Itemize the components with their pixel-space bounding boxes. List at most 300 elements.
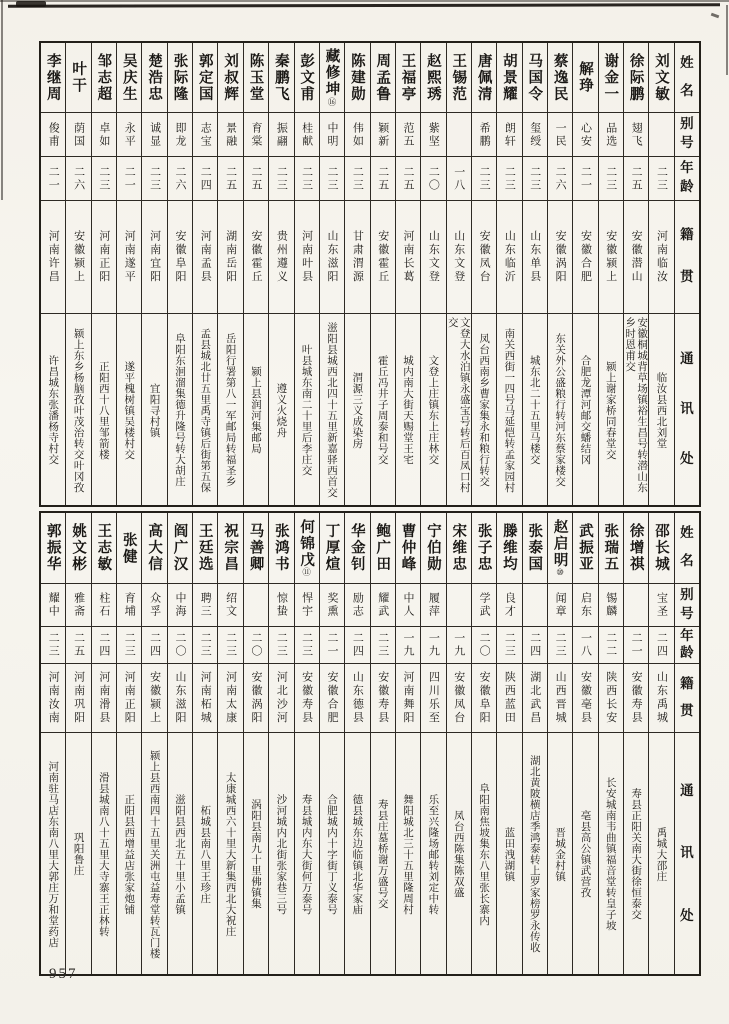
person-addr-cell <box>396 732 420 974</box>
person-origin-cell <box>218 200 242 313</box>
person-addr: 岳阳行署第八一军邮局转福圣乡 <box>224 333 237 487</box>
person-origin: 山东临沂 <box>503 230 517 284</box>
person-age-cell <box>142 156 166 200</box>
person-age-cell <box>92 156 116 200</box>
person-alias: 朗轩 <box>503 121 517 148</box>
person-name-cell <box>624 43 648 112</box>
scan-edge-artifact <box>726 5 728 75</box>
person-alias: 启东 <box>579 592 593 618</box>
person-column <box>65 43 90 505</box>
person-origin-cell <box>548 663 572 732</box>
row-header-char: 贯 <box>680 269 694 286</box>
person-addr: 凤台西南乡曹家集永和粮行转交 <box>478 333 491 487</box>
person-alias: 景融 <box>224 121 238 148</box>
person-alias-cell <box>193 112 217 156</box>
person-addr-cell <box>269 313 293 505</box>
person-name-cell <box>269 43 293 112</box>
person-name-cell <box>396 43 420 112</box>
person-origin-cell <box>41 663 65 732</box>
person-alias-cell <box>371 112 395 156</box>
person-alias-cell <box>244 112 268 156</box>
person-origin: 河南临汝 <box>655 230 669 284</box>
person-alias: 耀武 <box>376 592 390 618</box>
person-addr-cell <box>345 313 369 505</box>
person-name-cell <box>142 43 166 112</box>
person-addr: 南关西街一四号马延恺转孟家园村 <box>503 327 516 493</box>
person-column <box>41 43 65 505</box>
person-origin: 陕西蓝田 <box>503 671 517 725</box>
person-age-cell <box>142 626 166 663</box>
person-addr: 东关外公盛粮行转河东蔡家楼交 <box>554 333 567 487</box>
person-origin-cell <box>244 200 268 313</box>
person-alias-cell <box>92 583 116 626</box>
person-name-cell <box>92 513 116 583</box>
person-age-cell <box>472 156 496 200</box>
row-header-origin <box>675 200 699 313</box>
person-alias-cell <box>421 112 445 156</box>
person-alias: 闻章 <box>554 592 568 618</box>
directory-table-bottom <box>39 511 701 976</box>
person-alias-cell <box>295 112 319 156</box>
person-origin: 河南孟县 <box>199 230 213 284</box>
person-column <box>395 513 420 974</box>
person-column <box>648 43 673 505</box>
person-name-cell <box>66 513 90 583</box>
person-age-cell <box>624 156 648 200</box>
person-addr-cell <box>472 732 496 974</box>
person-name-cell <box>421 513 445 583</box>
person-age-cell <box>573 626 597 663</box>
row-header-name <box>675 513 699 583</box>
row-header-char: 通 <box>680 782 694 799</box>
person-addr-cell <box>117 732 141 974</box>
person-alias: 永平 <box>123 121 137 148</box>
person-alias-cell <box>66 583 90 626</box>
person-age: 二四 <box>528 632 542 658</box>
person-age: 二四 <box>97 632 111 658</box>
person-addr: 颍上东乡杨脑孜叶茂治转交叶冈孜 <box>72 327 85 493</box>
person-origin: 河南舞阳 <box>402 671 416 725</box>
person-addr-cell <box>345 732 369 974</box>
person-origin-cell <box>472 663 496 732</box>
person-origin-cell <box>345 663 369 732</box>
row-header-char: 龄 <box>680 179 694 196</box>
person-addr: 临汝县西北刘堂 <box>655 371 668 449</box>
person-age: 二三 <box>554 632 568 658</box>
person-age-cell <box>447 156 471 200</box>
person-origin-cell <box>168 663 192 732</box>
person-origin-cell <box>295 200 319 313</box>
row-header-name <box>675 43 699 112</box>
person-origin: 山东单县 <box>528 230 542 284</box>
person-alias-cell <box>649 583 673 626</box>
person-age-cell <box>548 156 572 200</box>
person-alias-cell <box>497 112 521 156</box>
person-name-cell <box>66 43 90 112</box>
person-alias: 众孚 <box>148 592 162 618</box>
person-addr: 湖北黄陂横店季鸿泰转上罗家榜罗永传收 <box>528 755 541 953</box>
row-header-alias <box>675 583 699 626</box>
person-age-cell <box>421 156 445 200</box>
person-alias-cell <box>421 583 445 626</box>
person-name-cell <box>624 513 648 583</box>
person-addr-cell <box>92 313 116 505</box>
person-column <box>192 43 217 505</box>
person-name: 高大信 <box>146 523 163 573</box>
person-alias-cell <box>66 112 90 156</box>
row-header-age <box>675 626 699 663</box>
person-alias: 绍文 <box>224 592 238 618</box>
person-age: 二一 <box>123 165 137 192</box>
person-origin: 河南柘城 <box>199 671 213 725</box>
person-age: 二〇 <box>173 632 187 658</box>
person-origin: 河南叶县 <box>300 230 314 284</box>
person-alias-cell <box>41 112 65 156</box>
row-header-char: 籍 <box>680 675 694 692</box>
person-age-cell <box>168 156 192 200</box>
person-addr: 遵义火烧舟 <box>275 382 288 438</box>
person-addr-cell <box>92 732 116 974</box>
person-addr-cell <box>168 732 192 974</box>
person-origin-cell <box>41 200 65 313</box>
person-column <box>446 43 471 505</box>
person-column <box>319 513 344 974</box>
person-origin-cell <box>472 200 496 313</box>
person-age: 二五 <box>376 165 390 192</box>
person-column <box>648 513 673 974</box>
person-addr-cell <box>421 313 445 505</box>
person-origin-cell <box>421 200 445 313</box>
person-alias-cell <box>523 583 547 626</box>
person-age-cell <box>624 626 648 663</box>
person-age: 二三 <box>503 165 517 192</box>
person-alias-cell <box>168 112 192 156</box>
person-origin: 河南滑县 <box>97 671 111 725</box>
person-name-cell <box>371 43 395 112</box>
person-origin: 安徽霍丘 <box>376 230 390 284</box>
person-age: 二一 <box>326 632 340 658</box>
person-age-cell <box>345 626 369 663</box>
person-origin-cell <box>649 663 673 732</box>
person-addr-cell <box>295 732 319 974</box>
person-origin: 安徽亳县 <box>579 671 593 725</box>
person-alias-cell <box>269 112 293 156</box>
person-alias: 志宝 <box>199 121 213 148</box>
person-age: 二三 <box>655 165 669 192</box>
person-name: 宁伯勋 <box>424 523 441 573</box>
person-alias: 希鹏 <box>478 121 492 148</box>
person-alias-cell <box>497 583 521 626</box>
person-alias: 范五 <box>402 121 416 148</box>
person-origin: 河南巩阳 <box>72 671 86 725</box>
person-age: 二〇 <box>478 632 492 658</box>
person-origin-cell <box>523 200 547 313</box>
person-name-cell <box>295 43 319 112</box>
person-origin: 甘肃渭源 <box>351 230 365 284</box>
person-origin-cell <box>573 663 597 732</box>
person-age: 一八 <box>579 632 593 658</box>
person-alias: 紫坚 <box>427 121 441 148</box>
person-addr-cell <box>320 313 344 505</box>
person-origin: 湖北武昌 <box>528 671 542 725</box>
person-alias-cell <box>320 112 344 156</box>
person-addr: 滋阳县城西北四十五里新嘉驿西首交 <box>326 322 339 498</box>
person-origin: 山东文登 <box>452 230 466 284</box>
person-origin-cell <box>599 663 623 732</box>
person-addr-cell <box>396 313 420 505</box>
person-addr: 颍上谢家桥同春堂交 <box>604 360 617 460</box>
person-name: 周孟鲁 <box>374 52 391 103</box>
person-origin: 山东滋阳 <box>326 230 340 284</box>
person-addr: 安徽桐城背草场镇裕生昌号转潜山东乡时恩甫交 <box>624 317 649 493</box>
person-age-cell <box>649 156 673 200</box>
person-age: 二五 <box>402 165 416 192</box>
person-origin-cell <box>371 200 395 313</box>
person-name: 邵长城 <box>652 523 669 573</box>
person-name: 马国令 <box>526 52 543 103</box>
person-column <box>623 43 648 505</box>
person-addr: 正阳县西增益店张家炮铺 <box>123 793 136 915</box>
person-origin: 河南宜阳 <box>148 230 162 284</box>
person-alias: 诚显 <box>148 121 162 148</box>
person-name: 郭振华 <box>44 523 61 573</box>
person-origin-cell <box>421 663 445 732</box>
person-column <box>141 513 166 974</box>
person-name-cell <box>396 513 420 583</box>
person-age-cell <box>548 626 572 663</box>
person-column <box>547 513 572 974</box>
person-name-cell <box>497 513 521 583</box>
person-age-cell <box>649 626 673 663</box>
person-origin: 河南正阳 <box>123 671 137 725</box>
person-alias-cell <box>218 583 242 626</box>
person-addr-cell <box>142 732 166 974</box>
person-origin: 山东滋阳 <box>173 671 187 725</box>
person-name-cell <box>218 43 242 112</box>
person-alias: 伟如 <box>351 121 365 148</box>
person-addr: 沙河城内北街张家巷三号 <box>275 793 288 915</box>
person-name: 张健 <box>120 531 137 565</box>
person-addr-cell <box>624 732 648 974</box>
scan-smudge-artifact <box>711 13 720 19</box>
person-addr: 许昌城东张潘杨寺村交 <box>47 355 60 465</box>
person-origin: 山西晋城 <box>554 671 568 725</box>
person-column <box>623 513 648 974</box>
person-age-cell <box>599 156 623 200</box>
person-alias: 雅斋 <box>72 592 86 618</box>
person-addr: 柘城县南八里王珍庄 <box>199 804 212 904</box>
person-column <box>294 513 319 974</box>
person-alias: 振翮 <box>275 121 289 148</box>
person-alias-cell <box>320 583 344 626</box>
person-alias: 即龙 <box>173 121 187 148</box>
person-origin: 河南长葛 <box>402 230 416 284</box>
row-header-char: 姓 <box>680 55 694 71</box>
person-name: 蔡逸民 <box>551 52 568 103</box>
row-header-char: 号 <box>680 605 694 622</box>
person-name: 徐增祺 <box>627 523 644 573</box>
person-origin-cell <box>320 663 344 732</box>
person-addr: 滋阳县西北五十里小孟镇 <box>173 793 186 915</box>
person-name: 宋维忠 <box>450 523 467 573</box>
person-name-cell <box>649 513 673 583</box>
person-name-cell <box>573 513 597 583</box>
person-origin: 山东文登 <box>427 230 441 284</box>
person-age: 二五 <box>630 165 644 192</box>
person-alias-cell <box>599 112 623 156</box>
person-name-cell <box>472 513 496 583</box>
person-name: 邹志超 <box>95 52 112 103</box>
person-name: 何锦戊 <box>298 518 315 568</box>
person-name-cell <box>599 513 623 583</box>
person-origin-cell <box>447 663 471 732</box>
person-addr-cell <box>41 313 65 505</box>
row-header-char: 贯 <box>680 702 694 719</box>
person-alias-cell <box>295 583 319 626</box>
person-origin-cell <box>624 200 648 313</box>
person-column <box>65 513 90 974</box>
person-column <box>319 43 344 505</box>
person-alias-cell <box>345 583 369 626</box>
person-age-cell <box>320 156 344 200</box>
person-addr-cell <box>624 313 648 505</box>
person-column <box>167 43 192 505</box>
person-origin: 安徽潜山 <box>630 230 644 284</box>
person-addr-cell <box>168 313 192 505</box>
person-name-cell <box>447 513 471 583</box>
person-age-cell <box>193 156 217 200</box>
person-alias: 卓如 <box>97 121 111 148</box>
person-addr: 滑县城南八十五里大寺寨王正林转 <box>97 771 110 937</box>
person-addr-cell <box>447 732 471 974</box>
person-alias-cell <box>92 112 116 156</box>
person-column <box>217 513 242 974</box>
person-alias-cell <box>573 112 597 156</box>
person-origin: 安徽寿县 <box>376 671 390 725</box>
person-alias: 惊蛰 <box>275 592 289 618</box>
person-column <box>420 513 445 974</box>
person-age: 二六 <box>72 165 86 192</box>
person-addr: 遂平槐树镇吴楼村交 <box>123 360 136 460</box>
person-origin: 安徽颍上 <box>604 230 618 284</box>
person-age-cell <box>193 626 217 663</box>
person-origin-cell <box>599 200 623 313</box>
person-alias: 颖新 <box>376 121 390 148</box>
person-column <box>294 43 319 505</box>
directory-table-top <box>39 41 701 507</box>
person-name-cell <box>345 43 369 112</box>
person-addr: 河南驻马店东南八里大郭庄万和堂药店 <box>47 760 60 948</box>
person-alias-cell <box>447 112 471 156</box>
person-name: 张际隆 <box>171 52 188 103</box>
person-column <box>395 43 420 505</box>
person-origin: 安徽寿县 <box>300 671 314 725</box>
person-addr-cell <box>649 732 673 974</box>
person-alias-cell <box>371 583 395 626</box>
person-origin-cell <box>269 663 293 732</box>
person-addr-cell <box>573 313 597 505</box>
person-alias: 宝圣 <box>655 592 669 618</box>
person-name: 唐佩清 <box>475 52 492 103</box>
person-age: 二二 <box>604 632 618 658</box>
person-origin: 安徽涡阳 <box>554 230 568 284</box>
person-alias: 学武 <box>478 592 492 618</box>
person-age-cell <box>320 626 344 663</box>
person-name: 赵熙琇 <box>424 52 441 103</box>
person-addr: 寿县城内东大街何万泰号 <box>300 793 313 915</box>
person-alias-cell <box>345 112 369 156</box>
person-addr: 蓝田洩湖镇 <box>503 826 516 882</box>
person-name-cell <box>244 513 268 583</box>
person-origin: 安徽合肥 <box>326 671 340 725</box>
person-alias-cell <box>396 112 420 156</box>
row-header-column <box>674 513 699 974</box>
person-addr: 城东北二十五里马楼交 <box>528 355 541 465</box>
person-alias-cell <box>548 583 572 626</box>
person-alias-cell <box>472 583 496 626</box>
person-name: 滕维均 <box>500 523 517 573</box>
person-addr-cell <box>447 313 471 505</box>
person-age: 二四 <box>199 165 213 192</box>
row-header-char: 名 <box>680 553 694 570</box>
footnote-mark: ⑪ <box>302 568 311 578</box>
person-name: 曹仲峰 <box>399 523 416 573</box>
person-alias-cell <box>244 583 268 626</box>
person-addr: 阜阳南焦坡集东八里张长寨内 <box>478 782 491 926</box>
person-age: 二〇 <box>249 632 263 658</box>
person-origin-cell <box>295 663 319 732</box>
person-alias-cell <box>548 112 572 156</box>
person-age-cell <box>421 626 445 663</box>
person-origin: 安徽阜阳 <box>478 671 492 725</box>
person-addr-cell <box>218 732 242 974</box>
person-age-cell <box>117 626 141 663</box>
person-name: 张鸿书 <box>272 523 289 573</box>
person-addr: 巩阳鲁庄 <box>72 832 85 876</box>
person-alias: 心安 <box>579 121 593 148</box>
person-column <box>167 513 192 974</box>
person-alias: 一民 <box>554 121 568 148</box>
person-addr-cell <box>599 313 623 505</box>
person-alias-cell <box>624 583 648 626</box>
person-name-cell <box>548 43 572 112</box>
person-age-cell <box>345 156 369 200</box>
person-name-cell <box>421 43 445 112</box>
person-origin: 河南遂平 <box>123 230 137 284</box>
scan-smudge-artifact <box>16 1 46 7</box>
person-origin-cell <box>624 663 648 732</box>
person-column <box>496 513 521 974</box>
person-column <box>598 43 623 505</box>
person-column <box>344 513 369 974</box>
person-alias-cell <box>142 583 166 626</box>
person-addr: 合肥城内十字街丁义泰号 <box>326 793 339 915</box>
person-age: 二三 <box>123 632 137 658</box>
person-name-cell <box>523 513 547 583</box>
person-addr-cell <box>66 313 90 505</box>
person-age-cell <box>269 626 293 663</box>
person-addr-cell <box>66 732 90 974</box>
person-alias-cell <box>573 583 597 626</box>
person-name: 刘叔辉 <box>222 52 239 103</box>
person-addr: 文登上庄镇东上庄林交 <box>427 355 440 465</box>
person-alias-cell <box>117 112 141 156</box>
person-alias-cell <box>599 583 623 626</box>
person-age: 二四 <box>148 632 162 658</box>
person-addr-cell <box>371 313 395 505</box>
person-addr-cell <box>41 732 65 974</box>
person-name-cell <box>320 43 344 112</box>
